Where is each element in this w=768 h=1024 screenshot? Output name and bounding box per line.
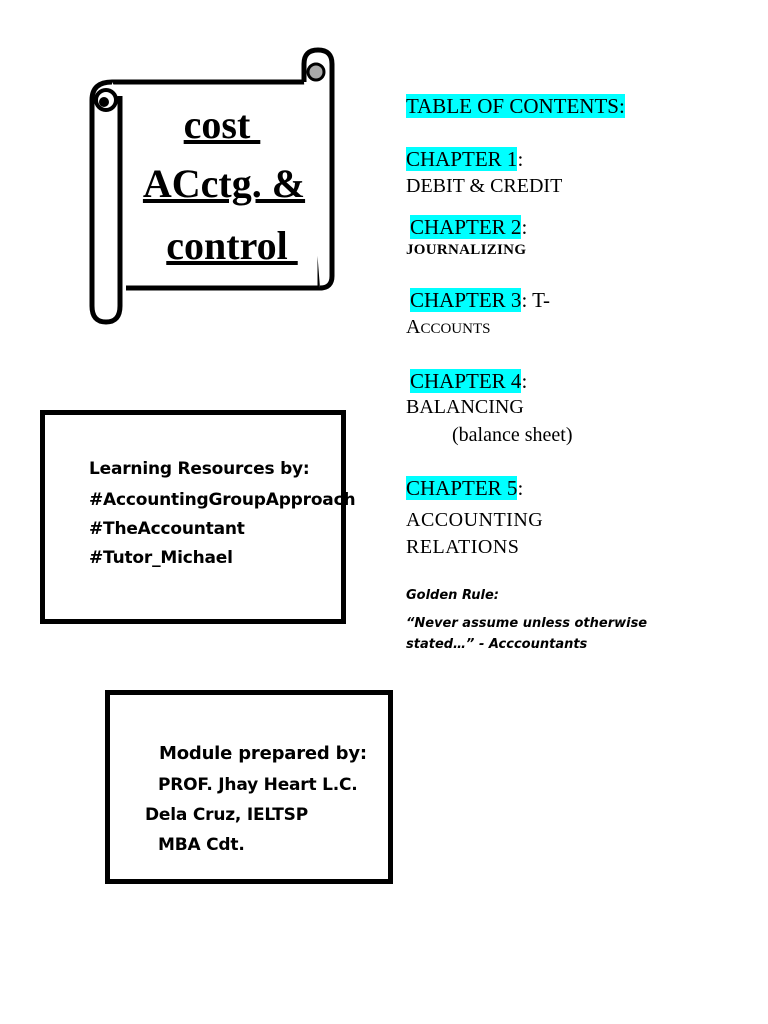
resources-tag: #Tutor_Michael <box>89 548 233 568</box>
preparer-line: PROF. Jhay Heart L.C. <box>158 775 358 795</box>
golden-rule-quote-line-1: “Never assume unless otherwise <box>406 616 648 631</box>
toc-title <box>406 94 625 119</box>
chapter-colon: : <box>517 147 524 171</box>
learning-resources-box <box>40 410 356 624</box>
toc-chapter-5 <box>406 476 523 501</box>
chapter-label: CHAPTER 3 <box>410 288 522 312</box>
toc-chapter-3 <box>410 288 550 313</box>
preparer-line: MBA Cdt. <box>158 835 245 855</box>
chapter-label: CHAPTER 1 <box>406 147 518 171</box>
module-preparer-box <box>105 690 393 884</box>
toc-chapter-2 <box>410 215 527 240</box>
chapter-label: CHAPTER 4 <box>410 369 522 393</box>
chapter-colon: : <box>521 369 528 393</box>
chapter-colon: : T- <box>521 288 551 312</box>
scroll-title-line-3: control <box>166 223 298 268</box>
chapter-3-title: ACCOUNTS <box>406 316 491 338</box>
module-heading: Module prepared by: <box>159 743 367 764</box>
chapter-colon: : <box>517 476 524 500</box>
toc-chapter-4 <box>410 369 527 394</box>
preparer-line: Dela Cruz, IELTSP <box>145 805 308 825</box>
toc-title-text: TABLE OF CONTENTS: <box>406 94 625 118</box>
chapter-1-title: DEBIT & CREDIT <box>406 175 563 197</box>
chapter-2-title: JOURNALIZING <box>406 242 527 258</box>
resources-tag: #TheAccountant <box>89 519 245 539</box>
toc-chapter-1 <box>406 147 523 172</box>
chapter-5-title-line-1: ACCOUNTING <box>406 509 544 531</box>
resources-heading: Learning Resources by: <box>89 459 310 479</box>
chapter-label: CHAPTER 2 <box>410 215 522 239</box>
scroll-title-line-2: ACctg. & <box>142 161 306 206</box>
golden-rule-label: Golden Rule: <box>406 588 499 603</box>
scroll-title-line-1: cost <box>183 102 261 147</box>
chapter-5-title-line-2: RELATIONS <box>406 536 520 558</box>
chapter-colon: : <box>521 215 528 239</box>
chapter-4-subtitle: (balance sheet) <box>452 424 573 446</box>
chapter-label: CHAPTER 5 <box>406 476 518 500</box>
golden-rule-quote-line-2: stated…” - Acccountants <box>406 637 588 652</box>
chapter-4-title: BALANCING <box>406 396 524 418</box>
resources-tag: #AccountingGroupApproach <box>89 490 356 510</box>
